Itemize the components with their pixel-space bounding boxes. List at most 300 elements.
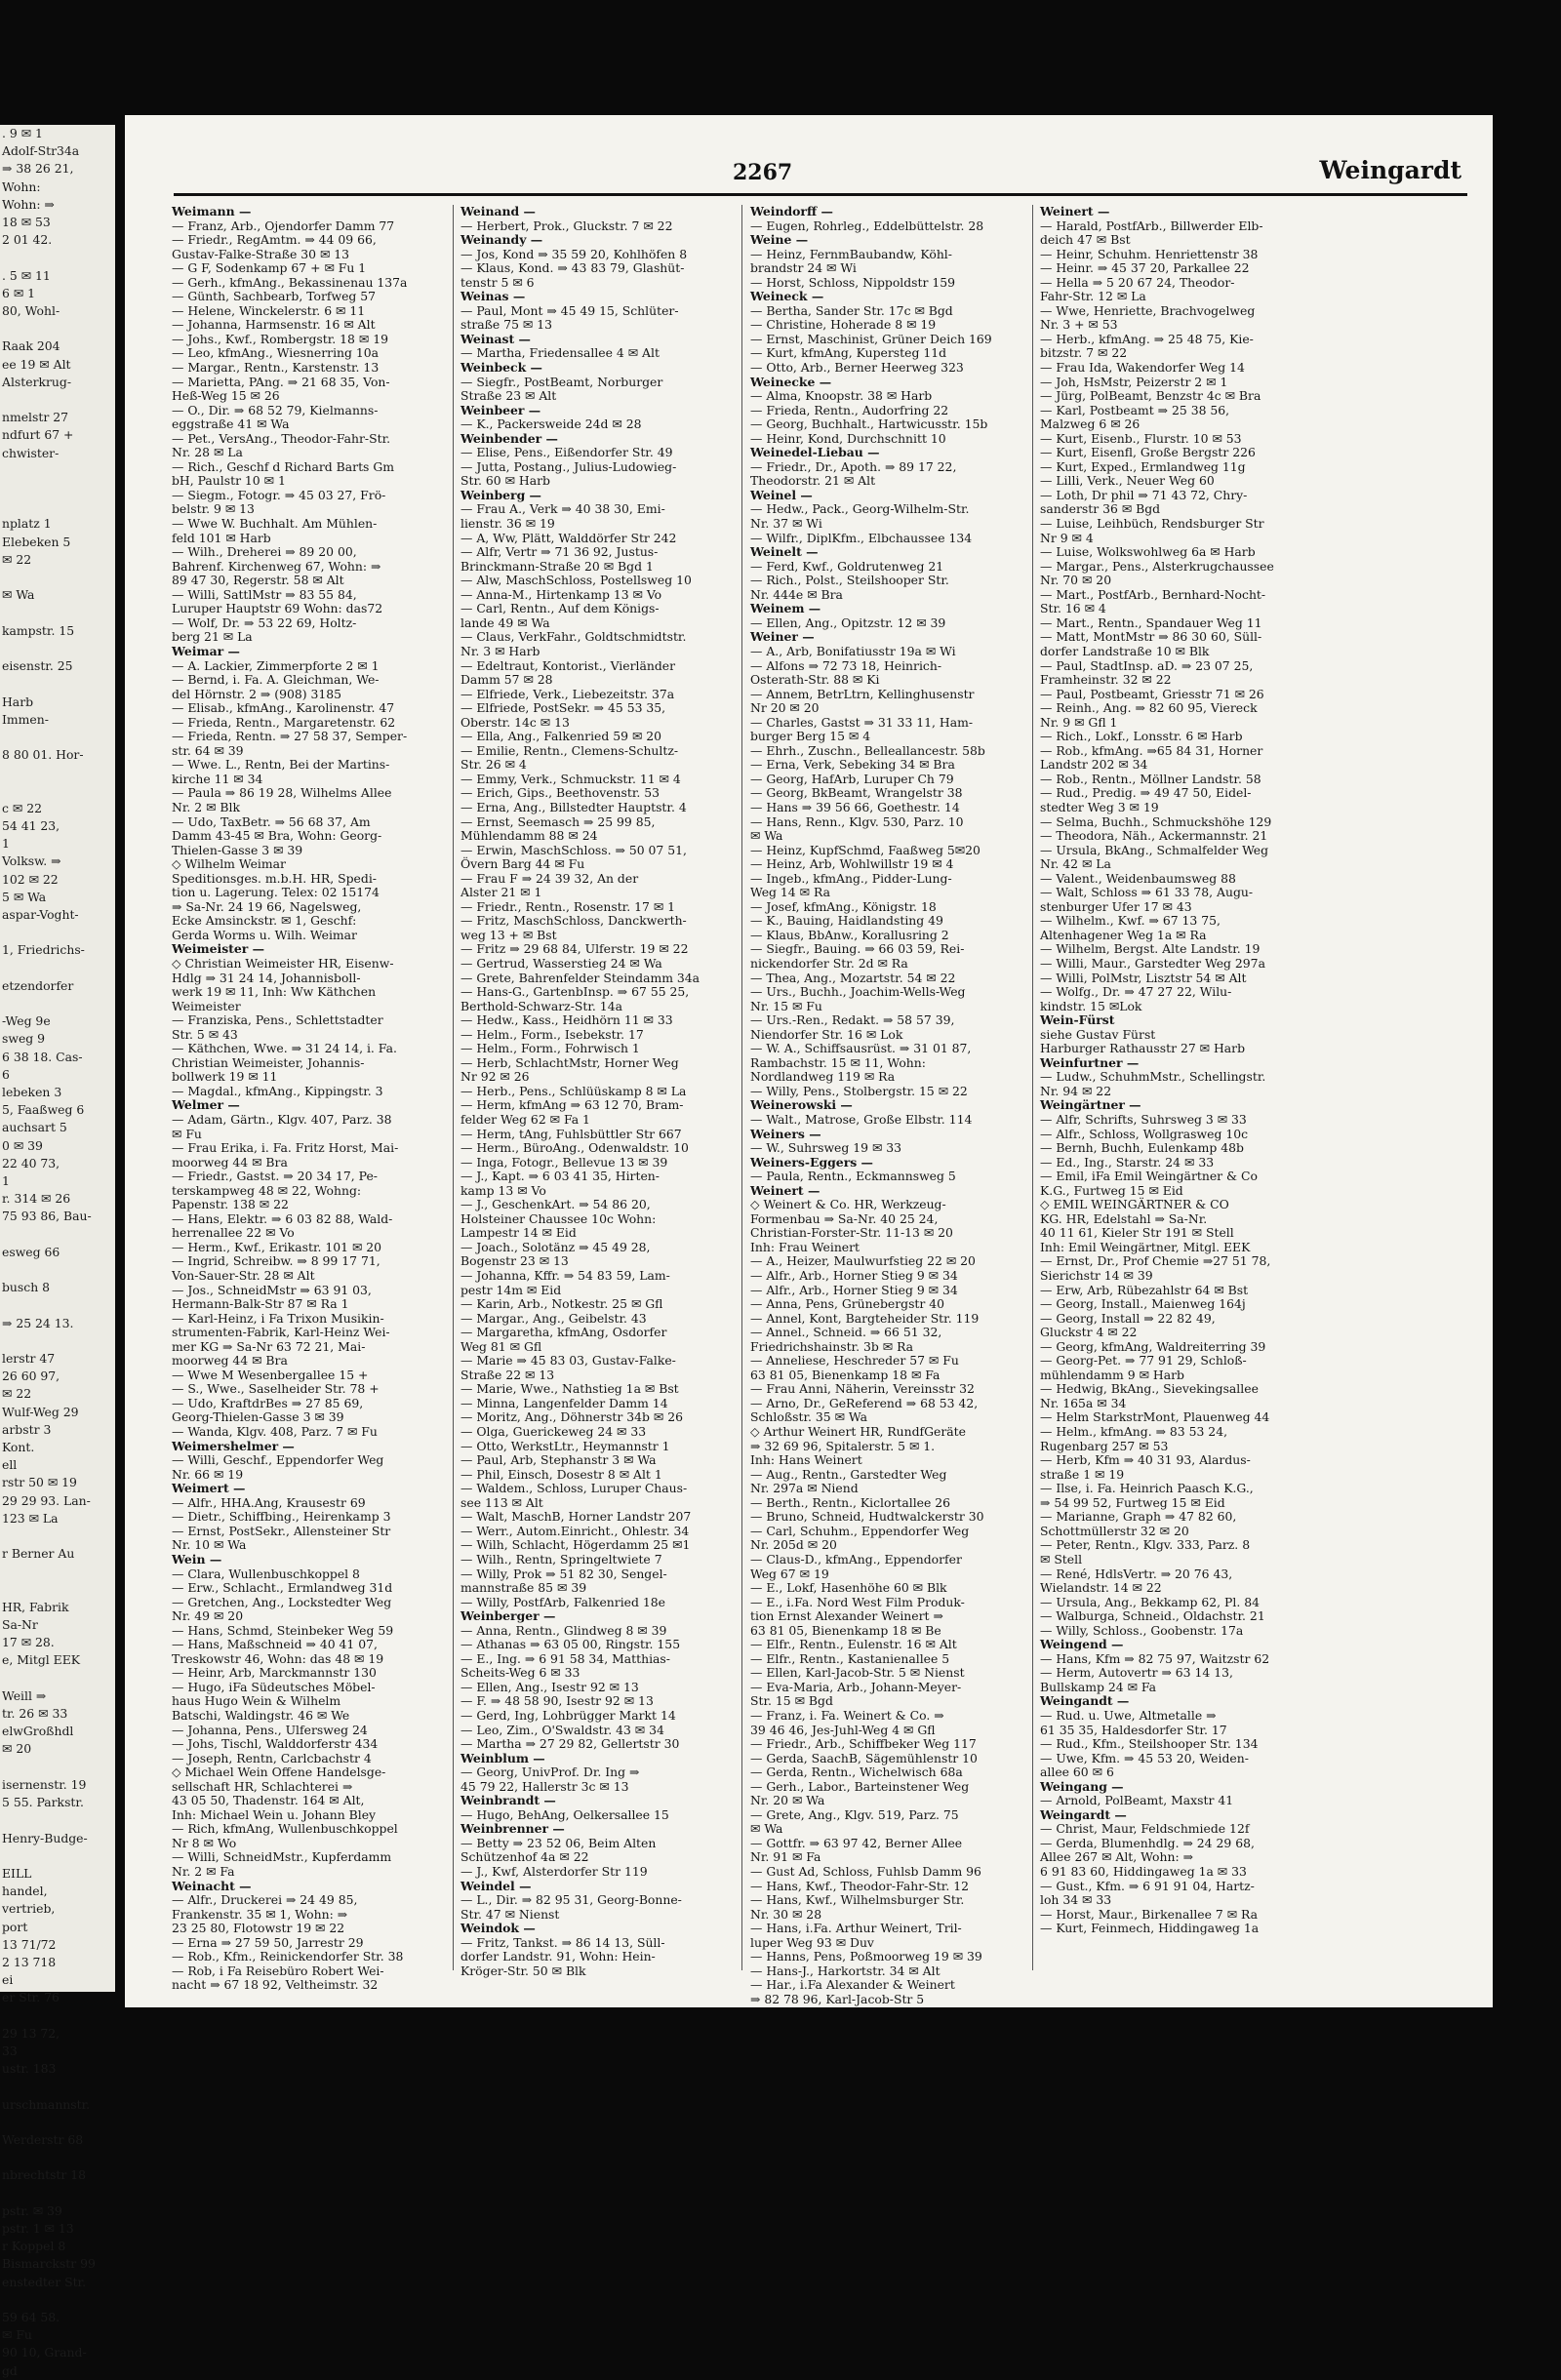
directory-entry: — Josef, kfmAng., Königstr. 18 — [750, 898, 937, 914]
directory-entry: Inh: Frau Weinert — [750, 1239, 861, 1254]
surname-heading: Wein-Fürst — [1040, 1012, 1115, 1028]
directory-entry: Inh: Michael Wein u. Johann Bley — [172, 1806, 377, 1822]
directory-entry: — Leo, Zim., O'Swaldstr. 43 ✉ 34 — [460, 1722, 664, 1737]
directory-entry: Nr. 2 ✉ Fa — [172, 1863, 235, 1879]
left-page-text: nbrechtstr 18 — [2, 2167, 87, 2183]
directory-entry: Papenstr. 138 ✉ 22 — [172, 1197, 289, 1212]
directory-entry: — Margar., Rentn., Karstenstr. 13 — [172, 360, 380, 376]
directory-entry: — Helene, Winckelerstr. 6 ✉ 11 — [172, 302, 366, 318]
directory-entry: Berthold-Schwarz-Str. 14a — [460, 998, 622, 1013]
directory-entry: — Marianne, Graph ⇒ 47 82 60, — [1040, 1509, 1237, 1525]
left-page-text: 80, Wohl- — [2, 303, 60, 319]
left-page-text: ✉ 22 — [2, 1386, 32, 1402]
directory-entry: — Wwe. L., Rentn, Bei der Martins- — [172, 757, 390, 773]
directory-entry: — Anna, Pens, Grünebergstr 40 — [750, 1296, 945, 1312]
directory-entry: luper Weg 93 ✉ Duv — [750, 1934, 874, 1950]
directory-entry: pestr 14m ✉ Eid — [460, 1282, 562, 1297]
directory-entry: — Hella ⇒ 5 20 67 24, Theodor- — [1040, 274, 1235, 290]
directory-entry: — A., Arb, Bonifatiusstr 19a ✉ Wi — [750, 643, 956, 658]
directory-entry: Nr. 297a ✉ Niend — [750, 1481, 859, 1496]
directory-entry: belstr. 9 ✉ 13 — [172, 501, 255, 517]
directory-entry: — Johanna, Harmsenstr. 16 ✉ Alt — [172, 317, 376, 333]
left-page-text: sweg 9 — [2, 1031, 46, 1047]
directory-entry: — Johs., Kwf., Rombergstr. 18 ✉ 19 — [172, 331, 388, 346]
directory-entry: Str. 26 ✉ 4 — [460, 757, 527, 773]
left-page-text: 6 38 18. Cas- — [2, 1049, 83, 1064]
directory-entry: nacht ⇒ 67 18 92, Veltheimstr. 32 — [172, 1977, 379, 1993]
left-page-text — [0, 1332, 115, 1350]
directory-entry: Nr. 94 ✉ 22 — [1040, 1083, 1112, 1098]
column-3 — [750, 205, 1021, 2006]
directory-entry: — Moritz, Ang., Döhnerstr 34b ✉ 26 — [460, 1409, 683, 1425]
directory-entry: — Heinr, Kond, Durchschnitt 10 — [750, 430, 946, 446]
directory-entry: — Paula, Rentn., Eckmannsweg 5 — [750, 1169, 956, 1184]
directory-entry: — Bertha, Sander Str. 17c ✉ Bgd — [750, 302, 953, 318]
directory-entry: nickendorfer Str. 2d ✉ Ra — [750, 955, 908, 971]
directory-entry: — Magdal., kfmAng., Kippingstr. 3 — [172, 1083, 383, 1098]
page-header — [174, 154, 1467, 196]
directory-entry: — Martha ⇒ 27 29 82, Gellertstr 30 — [460, 1736, 680, 1752]
surname-heading: Weiner — — [750, 629, 815, 645]
directory-entry: — Willi, PolMstr, Lisztstr 54 ✉ Alt — [1040, 970, 1247, 985]
left-page-text: chwister- — [2, 445, 60, 460]
directory-entry: Alster 21 ✉ 1 — [460, 885, 542, 900]
directory-entry: — Frau Erika, i. Fa. Fritz Horst, Mai- — [172, 1140, 399, 1156]
directory-entry: — J., Kapt. ⇒ 6 03 41 35, Hirten- — [460, 1169, 660, 1184]
directory-entry: — Kurt, Feinmech, Hiddingaweg 1a — [1040, 1921, 1260, 1936]
left-page-text: rstr 50 ✉ 19 — [2, 1475, 77, 1490]
directory-entry: — Georg, HafArb, Luruper Ch 79 — [750, 771, 954, 786]
left-page-text — [0, 2185, 115, 2202]
directory-entry: Oberstr. 14c ✉ 13 — [460, 714, 570, 730]
directory-entry: ✉ Stell — [1040, 1551, 1083, 1567]
directory-entry: — Elfriede, Verk., Liebezeitstr. 37a — [460, 686, 675, 701]
directory-entry: — Grete, Bahrenfelder Steindamm 34a — [460, 970, 700, 985]
left-page-text — [0, 1527, 115, 1545]
surname-heading: Weingärtner — — [1040, 1097, 1141, 1113]
directory-entry: — Jutta, Postang., Julius-Ludowieg- — [460, 458, 677, 474]
directory-entry: Altenhagener Weg 1a ✉ Ra — [1040, 927, 1207, 942]
left-page-text — [0, 1847, 115, 1865]
left-page-text — [0, 960, 115, 977]
directory-entry: — Günth, Sachbearb, Torfweg 57 — [172, 289, 377, 304]
directory-entry: — Ernst, Maschinist, Grüner Deich 169 — [750, 331, 992, 346]
left-page-text — [0, 764, 115, 781]
directory-entry: — Christ, Maur, Feldschmiede 12f — [1040, 1821, 1250, 1837]
directory-entry: Nr. 9 ✉ Gfl 1 — [1040, 714, 1118, 730]
directory-entry: — Georg, UnivProf. Dr. Ing ⇒ — [460, 1765, 640, 1780]
directory-entry: — Horst, Maur., Birkenallee 7 ✉ Ra — [1040, 1906, 1259, 1922]
left-page-text: 102 ✉ 22 — [2, 871, 59, 887]
directory-entry: — Franz, Arb., Ojendorfer Damm 77 — [172, 218, 395, 233]
directory-entry: — Wilhelm., Kwf. ⇒ 67 13 75, — [1040, 913, 1221, 929]
directory-entry: — Elfr., Rentn., Eulenstr. 16 ✉ Alt — [750, 1637, 957, 1652]
surname-heading: Weinel — — [750, 487, 813, 502]
left-page-text — [0, 1811, 115, 1829]
directory-entry: — Theodora, Näh., Ackermannstr. 21 — [1040, 828, 1268, 844]
directory-entry: — Annel., Schneid. ⇒ 66 51 32, — [750, 1325, 942, 1340]
directory-entry: Heß-Weg 15 ✉ 26 — [172, 388, 280, 404]
directory-entry: — Rud., Predig. ⇒ 49 47 50, Eidel- — [1040, 785, 1252, 801]
directory-entry: — Ilse, i. Fa. Heinrich Paasch K.G., — [1040, 1481, 1254, 1496]
directory-entry: — Inga, Fotogr., Bellevue 13 ✉ 39 — [460, 1154, 668, 1170]
directory-entry: — Johanna, Pens., Ulfersweg 24 — [172, 1722, 368, 1737]
directory-entry: bH, Paulstr 10 ✉ 1 — [172, 473, 286, 489]
left-page-text: port — [2, 1919, 28, 1934]
left-page-text: isernenstr. 19 — [2, 1776, 87, 1792]
directory-entry: del Hörnstr. 2 ⇒ (908) 3185 — [172, 686, 342, 701]
directory-entry: — Hans, Maßschneid ⇒ 40 41 07, — [172, 1637, 378, 1652]
directory-entry: — Georg, kfmAng, Waldreiterring 39 — [1040, 1338, 1266, 1354]
directory-entry: — Erw, Arb, Rübezahlstr 64 ✉ Bst — [1040, 1282, 1249, 1297]
directory-entry: — Fritz, MaschSchloss, Danckwerth- — [460, 913, 687, 929]
directory-entry: — Kurt, kfmAng, Kupersteg 11d — [750, 345, 947, 361]
directory-entry: — W., Suhrsweg 19 ✉ 33 — [750, 1140, 902, 1156]
directory-entry: — Hedw., Kass., Heidhörn 11 ✉ 33 — [460, 1012, 673, 1028]
directory-entry: — Gerda, Rentn., Wichelwisch 68a — [750, 1765, 963, 1780]
directory-entry: — Annel, Kont, Bargteheider Str. 119 — [750, 1310, 980, 1326]
left-page-text: ✉ 22 — [2, 551, 32, 567]
directory-entry: — Kurt, Eisenfl, Große Bergstr 226 — [1040, 445, 1256, 460]
directory-entry: — Rud., Kfm., Steilshooper Str. 134 — [1040, 1736, 1259, 1752]
directory-entry: strumenten-Fabrik, Karl-Heinz Wei- — [172, 1325, 390, 1340]
left-page-text — [0, 1581, 115, 1599]
directory-entry: — K., Bauing, Haidlandsting 49 — [750, 913, 943, 929]
directory-entry: — Jos., SchneidMstr ⇒ 63 91 03, — [172, 1282, 372, 1297]
directory-entry: — Mart., Rentn., Spandauer Weg 11 — [1040, 615, 1262, 630]
directory-entry: dorfer Landstraße 10 ✉ Blk — [1040, 643, 1210, 658]
directory-entry: Schützenhof 4a ✉ 22 — [460, 1849, 589, 1865]
directory-entry: — Hans ⇒ 39 56 66, Goethestr. 14 — [750, 799, 960, 814]
directory-entry: allee 60 ✉ 6 — [1040, 1765, 1114, 1780]
left-page-text: 1 — [2, 836, 10, 852]
directory-entry: bitzstr. 7 ✉ 22 — [1040, 345, 1128, 361]
directory-entry: — Wilh, Schlacht, Högerdamm 25 ✉1 — [460, 1537, 691, 1553]
left-page-text: Sa-Nr — [2, 1617, 38, 1633]
directory-entry: — Georg, Buchhalt., Hartwicusstr. 15b — [750, 416, 988, 432]
directory-entry: — Helm., Form., Isebekstr. 17 — [460, 1026, 644, 1042]
left-page-text: Henry-Budge- — [2, 1830, 88, 1845]
directory-entry: — Emilie, Rentn., Clemens-Schultz- — [460, 742, 679, 758]
left-page-text: 5 ✉ Wa — [2, 889, 47, 904]
left-page-text: Kont. — [2, 1440, 35, 1455]
directory-entry: — Willy, PostfArb, Falkenried 18e — [460, 1594, 665, 1609]
directory-entry: lienstr. 36 ✉ 19 — [460, 516, 555, 532]
directory-entry: — Annem, BetrLtrn, Kellinghusenstr — [750, 686, 975, 701]
directory-entry: Str. 5 ✉ 43 — [172, 1026, 238, 1042]
surname-heading: Weineck — — [750, 289, 824, 304]
directory-entry: Str. 47 ✉ Nienst — [460, 1906, 560, 1922]
left-page-text: 2 01 42. — [2, 232, 53, 248]
directory-entry: — Hugo, BehAng, Oelkersallee 15 — [460, 1806, 669, 1822]
directory-entry: — Paul, Postbeamt, Griesstr 71 ✉ 26 — [1040, 686, 1264, 701]
directory-entry: — René, HdlsVertr. ⇒ 20 76 43, — [1040, 1566, 1233, 1581]
directory-entry: — Margaretha, kfmAng, Osdorfer — [460, 1325, 667, 1340]
surname-heading: Weinbender — — [460, 430, 558, 446]
directory-entry: Rugenbarg 257 ✉ 53 — [1040, 1438, 1169, 1453]
directory-entry: Straße 23 ✉ Alt — [460, 388, 557, 404]
directory-entry: — Ursula, BkAng., Schmalfelder Weg — [1040, 842, 1269, 857]
surname-heading: Weinberg — — [460, 487, 541, 502]
directory-entry: — Rud. u. Uwe, Altmetalle ⇒ — [1040, 1707, 1217, 1723]
surname-heading: Weine — — [750, 232, 809, 248]
surname-heading: Weindok — — [460, 1921, 536, 1936]
directory-entry: Luruper Hauptstr 69 Wohn: das72 — [172, 601, 383, 616]
surname-heading: Weiners — — [750, 1126, 821, 1141]
column-1 — [172, 205, 443, 1993]
directory-entry: Friedrichshainstr. 3b ✉ Ra — [750, 1338, 914, 1354]
directory-entry: ⇒ 54 99 52, Furtweg 15 ✉ Eid — [1040, 1494, 1225, 1510]
directory-entry: — Heinr, Arb, Marckmannstr 130 — [172, 1665, 377, 1681]
directory-entry: — Wilh., Rentn, Springeltwiete 7 — [460, 1551, 662, 1567]
directory-entry: Inh: Hans Weinert — [750, 1452, 862, 1468]
directory-entry: — Willi, SchneidMstr., Kupferdamm — [172, 1849, 392, 1865]
directory-entry: — A, Ww, Plätt, Walddörfer Str 242 — [460, 530, 677, 545]
directory-entry: — Frieda, Rentn., Margaretenstr. 62 — [172, 714, 396, 730]
surname-heading: Weinbrandt — — [460, 1793, 556, 1808]
directory-entry: Gluckstr 4 ✉ 22 — [1040, 1325, 1138, 1340]
left-page-text — [0, 497, 115, 515]
directory-entry: — Ingeb., kfmAng., Pidder-Lung- — [750, 870, 952, 886]
directory-entry: deich 47 ✉ Bst — [1040, 232, 1131, 248]
directory-entry: Batschi, Waldingstr. 46 ✉ We — [172, 1707, 350, 1723]
directory-entry: — Ernst, Dr., Prof Chemie ⇒27 51 78, — [1040, 1253, 1271, 1269]
directory-entry: — S., Wwe., Saselheider Str. 78 + — [172, 1381, 380, 1397]
directory-entry: — Luise, Leihbüch, Rendsburger Str — [1040, 516, 1264, 532]
directory-entry: Formenbau ⇒ Sa-Nr. 40 25 24, — [750, 1210, 939, 1226]
directory-entry: Nr 92 ✉ 26 — [460, 1069, 530, 1085]
directory-entry: — Ellen, Ang., Isestr 92 ✉ 13 — [460, 1679, 639, 1694]
directory-entry: straße 1 ✉ 19 — [1040, 1466, 1125, 1482]
directory-entry: — Willy, Prok ⇒ 51 82 30, Sengel- — [460, 1566, 667, 1581]
directory-entry: Theodorstr. 21 ✉ Alt — [750, 473, 876, 489]
directory-entry: — Wolfg., Dr. ⇒ 47 27 22, Wilu- — [1040, 984, 1232, 1000]
directory-entry: — A., Heizer, Maulwurfstieg 22 ✉ 20 — [750, 1253, 976, 1269]
directory-entry: Georg-Thielen-Gasse 3 ✉ 39 — [172, 1409, 344, 1425]
directory-entry: 63 81 05, Bienenkamp 18 ✉ Be — [750, 1622, 941, 1638]
directory-entry: — Gretchen, Ang., Lockstedter Weg — [172, 1594, 392, 1609]
left-page-text: 17 ✉ 28. — [2, 1635, 55, 1650]
left-page-text: 13 71/72 — [2, 1936, 57, 1952]
left-page-text: ei — [2, 1972, 14, 1988]
directory-entry: — Jürg, PolBeamt, Benzstr 4c ✉ Bra — [1040, 388, 1261, 404]
directory-entry: terskampweg 48 ✉ 22, Wohng: — [172, 1182, 362, 1198]
left-page-text: 5, Faaßweg 6 — [2, 1102, 85, 1118]
surname-heading: Weinas — — [460, 289, 526, 304]
directory-entry: ⇒ Sa-Nr. 24 19 66, Nagelsweg, — [172, 898, 362, 914]
directory-entry: tenstr 5 ✉ 6 — [460, 274, 535, 290]
directory-entry: — Clara, Wullenbuschkoppel 8 — [172, 1566, 360, 1581]
directory-entry: Weg 14 ✉ Ra — [750, 885, 830, 900]
directory-entry: — Leo, kfmAng., Wiesnerring 10a — [172, 345, 380, 361]
surname-heading: Weinbeer — — [460, 402, 541, 417]
left-page-text — [0, 2291, 115, 2309]
directory-entry: Weg 67 ✉ 19 — [750, 1566, 829, 1581]
left-page-text: HR, Fabrik — [2, 1599, 69, 1614]
directory-entry: Scheits-Weg 6 ✉ 33 — [460, 1665, 580, 1681]
directory-entry: Nordlandweg 119 ✉ Ra — [750, 1069, 896, 1085]
directory-entry: — Karl-Heinz, i Fa Trixon Musikin- — [172, 1310, 384, 1326]
directory-entry: — Fritz ⇒ 29 68 84, Ulferstr. 19 ✉ 22 — [460, 941, 689, 957]
surname-heading: Weinecke — — [750, 374, 832, 389]
directory-entry: ⇒ 82 78 96, Karl-Jacob-Str 5 — [750, 1991, 925, 2006]
directory-entry: kamp 13 ✉ Vo — [460, 1182, 546, 1198]
left-page-text: r Berner Au — [2, 1546, 75, 1562]
directory-entry: — Alma, Knoopstr. 38 ✉ Harb — [750, 388, 933, 404]
directory-entry: str. 64 ✉ 39 — [172, 742, 244, 758]
directory-entry: moorweg 44 ✉ Bra — [172, 1353, 288, 1368]
directory-entry: — Rob., Rentn., Möllner Landstr. 58 — [1040, 771, 1261, 786]
directory-entry: Niendorfer Str. 16 ✉ Lok — [750, 1026, 903, 1042]
directory-entry: K.G., Furtweg 15 ✉ Eid — [1040, 1182, 1183, 1198]
directory-entry: Treskowstr 46, Wohn: das 48 ✉ 19 — [172, 1650, 384, 1666]
directory-entry: — Willi, Geschf., Eppendorfer Weg — [172, 1452, 384, 1468]
left-page-text — [0, 1296, 115, 1314]
directory-entry: — Franziska, Pens., Schlettstadter — [172, 1012, 383, 1028]
left-page-text: kampstr. 15 — [2, 622, 75, 638]
left-page-text — [0, 729, 115, 746]
directory-entry: — Phil, Einsch, Dosestr 8 ✉ Alt 1 — [460, 1466, 662, 1482]
directory-entry: — O., Dir. ⇒ 68 52 79, Kielmanns- — [172, 402, 379, 417]
directory-entry: — E., Ing. ⇒ 6 91 58 34, Matthias- — [460, 1650, 670, 1666]
left-page-text: . 9 ✉ 1 — [2, 126, 43, 140]
directory-entry: — Anneliese, Heschreder 57 ✉ Fu — [750, 1353, 959, 1368]
left-page-text — [0, 249, 115, 266]
directory-entry: — Klaus, BbAnw., Korallusring 2 — [750, 927, 949, 942]
directory-entry: 6 91 83 60, Hiddingaweg 1a ✉ 33 — [1040, 1863, 1247, 1879]
directory-entry: — Alfr., Druckerei ⇒ 24 49 85, — [172, 1892, 358, 1908]
directory-entry: Nr. 28 ✉ La — [172, 445, 243, 460]
directory-entry: 89 47 30, Regerstr. 58 ✉ Alt — [172, 573, 344, 588]
directory-entry: Nr. 49 ✉ 20 — [172, 1608, 244, 1624]
directory-entry: — Betty ⇒ 23 52 06, Beim Alten — [460, 1835, 657, 1850]
directory-entry: — Margar., Pens., Alsterkrugchaussee — [1040, 558, 1274, 574]
left-page-text: Harb — [2, 694, 34, 709]
directory-entry: — Alfr., HHA.Ang, Krausestr 69 — [172, 1494, 366, 1510]
directory-entry: — Emmy, Verk., Schmuckstr. 11 ✉ 4 — [460, 771, 681, 786]
directory-entry: tion u. Lagerung. Telex: 02 15174 — [172, 885, 380, 900]
directory-entry: — Claus-D., kfmAng., Eppendorfer — [750, 1551, 962, 1567]
directory-entry: Nr. 66 ✉ 19 — [172, 1466, 244, 1482]
directory-entry: Lampestr 14 ✉ Eid — [460, 1225, 577, 1241]
directory-entry: 40 11 61, Kieler Str 191 ✉ Stell — [1040, 1225, 1234, 1241]
directory-entry: — Hans, i.Fa. Arthur Weinert, Tril- — [750, 1921, 962, 1936]
left-page-text: c ✉ 22 — [2, 800, 42, 815]
directory-entry: — Rich., Lokf., Lonsstr. 6 ✉ Harb — [1040, 729, 1243, 744]
directory-entry: ✉ Wa — [750, 828, 783, 844]
left-page-text: etzendorfer — [2, 977, 74, 993]
left-page-text: EILL — [2, 1865, 32, 1881]
left-page-text — [0, 1670, 115, 1687]
directory-entry: — Georg, Install ⇒ 22 82 49, — [1040, 1310, 1216, 1326]
directory-entry: — Otto, Arb., Berner Heerweg 323 — [750, 360, 964, 376]
directory-entry: — Herm, Autovertr ⇒ 63 14 13, — [1040, 1665, 1233, 1681]
left-page-text: handel, — [2, 1884, 48, 1899]
directory-entry: Kröger-Str. 50 ✉ Blk — [460, 1963, 586, 1978]
directory-entry: Mühlendamm 88 ✉ 24 — [460, 828, 598, 844]
directory-entry: Rambachstr. 15 ✉ 11, Wohn: — [750, 1054, 926, 1070]
surname-heading: Weingandt — — [1040, 1693, 1130, 1709]
directory-entry: — W. A., Schiffsausrüst. ⇒ 31 01 87, — [750, 1041, 972, 1056]
directory-entry: — Bruno, Schneid, Hudtwalckerstr 30 — [750, 1509, 984, 1525]
directory-entry: — Ehrh., Zuschn., Belleallancestr. 58b — [750, 742, 985, 758]
directory-entry: — Erna, Ang., Billstedter Hauptstr. 4 — [460, 799, 687, 814]
directory-entry: — Arnold, PolBeamt, Maxstr 41 — [1040, 1793, 1234, 1808]
directory-entry: — Heinz, Arb, Wohlwillstr 19 ✉ 4 — [750, 856, 954, 872]
directory-entry: — Margar., Ang., Geibelstr. 43 — [460, 1310, 647, 1326]
left-page-text — [0, 1563, 115, 1580]
left-page-text: ee 19 ✉ Alt — [2, 356, 71, 372]
directory-entry: KG. HR, Edelstahl ⇒ Sa-Nr. — [1040, 1210, 1208, 1226]
directory-entry: — Erw., Schlacht., Ermlandweg 31d — [172, 1580, 393, 1596]
directory-entry: — Hans, Schmd, Steinbeker Weg 59 — [172, 1622, 394, 1638]
directory-entry: — Herb, SchlachtMstr, Horner Weg — [460, 1054, 679, 1070]
directory-entry: Allee 267 ✉ Alt, Wohn: ⇒ — [1040, 1849, 1193, 1865]
left-page-text — [0, 675, 115, 693]
directory-entry: Nr. 10 ✉ Wa — [172, 1537, 247, 1553]
directory-entry: Osterath-Str. 88 ✉ Ki — [750, 672, 880, 688]
directory-entry: — Martha, Friedensallee 4 ✉ Alt — [460, 345, 660, 361]
left-page-text — [0, 995, 115, 1012]
directory-entry: Landstr 202 ✉ 34 — [1040, 757, 1148, 773]
directory-entry: — Dietr., Schiffbing., Heirenkamp 3 — [172, 1509, 391, 1525]
directory-entry: — Georg-Pet. ⇒ 77 91 29, Schloß- — [1040, 1353, 1247, 1368]
left-page-text: pstr. ✉ 39 — [2, 2202, 62, 2218]
left-page-text: Adolf-Str34a — [2, 143, 80, 159]
directory-entry: brandstr 24 ✉ Wi — [750, 260, 857, 276]
directory-entry: Framheinstr. 32 ✉ 22 — [1040, 672, 1172, 688]
directory-entry: — Herm., Kwf., Erikastr. 101 ✉ 20 — [172, 1239, 382, 1254]
directory-entry: Nr. 15 ✉ Fu — [750, 998, 822, 1013]
directory-entry: — Gerda, SaachB, Sägemühlenstr 10 — [750, 1750, 978, 1765]
directory-entry: ◇ Wilhelm Weimar — [172, 856, 286, 872]
directory-entry: — Herb., kfmAng. ⇒ 25 48 75, Kie- — [1040, 331, 1254, 346]
directory-entry: Schottmüllerstr 32 ✉ 20 — [1040, 1523, 1189, 1538]
directory-entry: — Wwe M Wesenbergallee 15 + — [172, 1367, 369, 1382]
column-2 — [460, 205, 732, 1978]
directory-entry: — Herb., Pens., Schlüüskamp 8 ✉ La — [460, 1083, 687, 1098]
surname-heading: Weinert — — [750, 1182, 821, 1198]
directory-entry: see 113 ✉ Alt — [460, 1494, 543, 1510]
surname-heading: Weingardt — — [1040, 1806, 1127, 1822]
directory-entry: — L., Dir. ⇒ 82 95 31, Georg-Bonne- — [460, 1892, 682, 1908]
directory-entry: — Hedw., Pack., Georg-Wilhelm-Str. — [750, 501, 970, 517]
directory-entry: Nr. 3 + ✉ 53 — [1040, 317, 1118, 333]
directory-entry: Bullskamp 24 ✉ Fa — [1040, 1679, 1157, 1694]
directory-entry: 43 05 50, Thadenstr. 164 ✉ Alt, — [172, 1793, 365, 1808]
directory-entry: Nr. 444e ✉ Bra — [750, 586, 843, 602]
directory-entry: 39 46 46, Jes-Juhl-Weg 4 ✉ Gfl — [750, 1722, 936, 1737]
left-page-text: auchsart 5 — [2, 1120, 67, 1135]
left-page-text: 2 13 718 — [2, 1954, 57, 1969]
surname-heading: Weinbeck — — [460, 360, 542, 376]
directory-entry: Nr 8 ✉ Wo — [172, 1835, 237, 1850]
directory-entry: — Herb, Kfm ⇒ 40 31 93, Alardus- — [1040, 1452, 1251, 1468]
directory-entry: ◇ Michael Wein Offene Handelsge- — [172, 1765, 386, 1780]
directory-entry: — Ingrid, Schreibw. ⇒ 8 99 17 71, — [172, 1253, 380, 1269]
directory-entry: — F. ⇒ 48 58 90, Isestr 92 ✉ 13 — [460, 1693, 654, 1709]
directory-entry: — Friedr., Gastst. ⇒ 20 34 17, Pe- — [172, 1169, 378, 1184]
directory-entry: Von-Sauer-Str. 28 ✉ Alt — [172, 1268, 315, 1284]
directory-entry: — Ferd, Kwf., Goldrutenweg 21 — [750, 558, 944, 574]
left-page-text: pstr. 1 ✉ 13 — [2, 2220, 74, 2236]
surname-heading: Weimar — — [172, 643, 240, 658]
directory-entry: weg 13 + ✉ Bst — [460, 927, 557, 942]
directory-entry: Hdlg ⇒ 31 24 14, Johannisboll- — [172, 970, 361, 985]
directory-entry: — Lilli, Verk., Neuer Weg 60 — [1040, 473, 1215, 489]
left-page-text: 54 41 23, — [2, 817, 60, 833]
left-page-text: busch 8 — [2, 1280, 51, 1295]
